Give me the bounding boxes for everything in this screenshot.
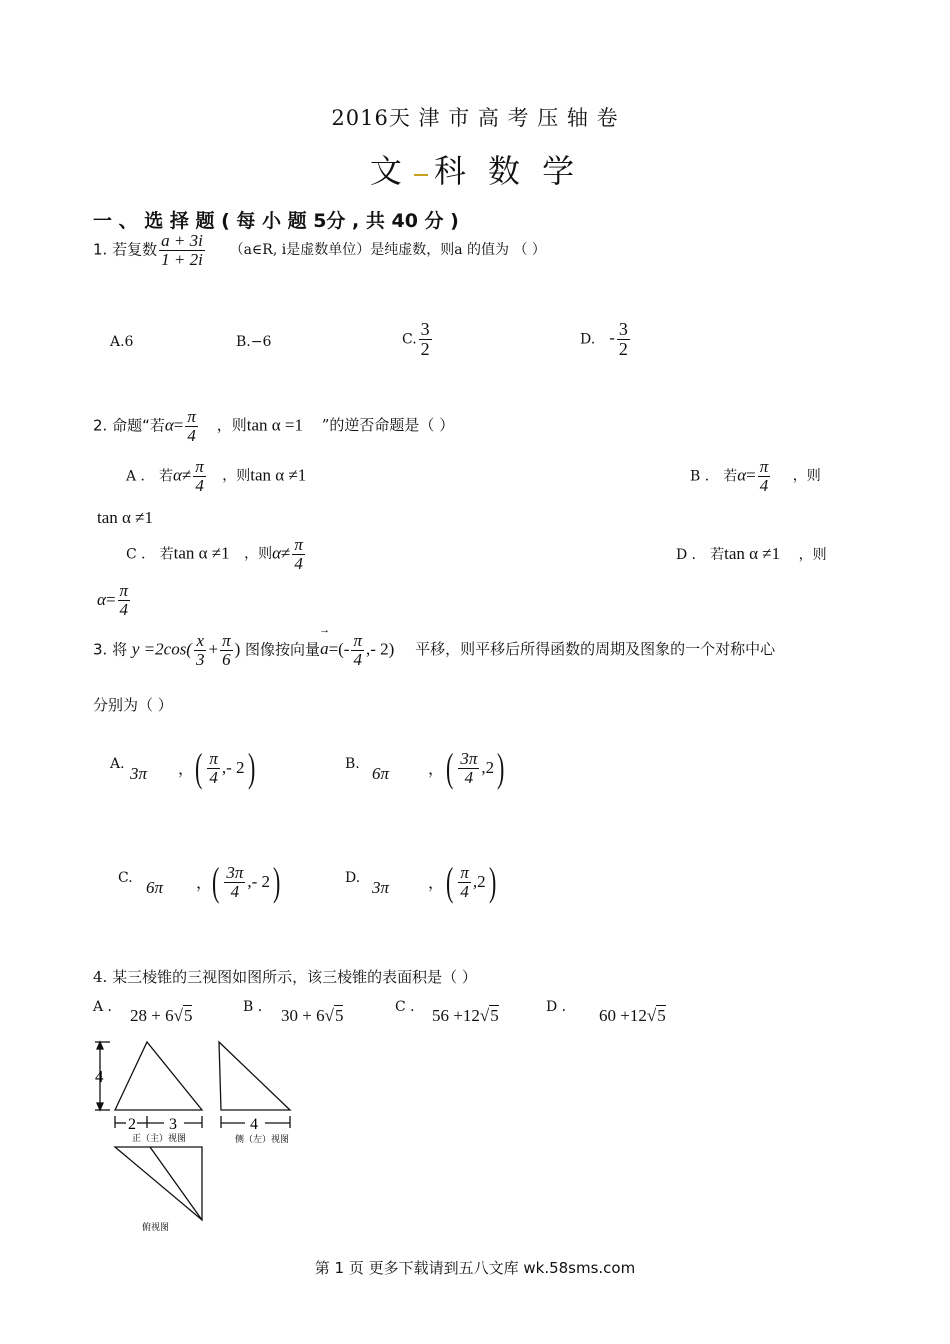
front-view-triangle <box>115 1042 202 1110</box>
question-3 <box>93 632 775 669</box>
q3-c-den: 4 <box>230 881 240 901</box>
q3-prefix: 3. 将 <box>93 640 128 659</box>
q3-c-label: C. <box>118 870 133 886</box>
q2-d-label: D ． 若 <box>676 547 725 563</box>
q4-option-d: 60 +12√5 <box>599 1006 666 1025</box>
three-view-figure <box>90 1036 310 1236</box>
q2-c-then: ，则 <box>244 546 273 563</box>
q3-c-period: 6π <box>146 878 164 897</box>
q1-d-sign: - <box>609 328 615 348</box>
q3-d-comma: ， <box>428 873 445 892</box>
front-left-label: 2 <box>128 1116 136 1133</box>
q2-b-rel: = <box>746 465 756 485</box>
q1-c-label: C. <box>402 331 417 348</box>
q2-a-label: A ． 若 <box>126 468 174 485</box>
subject-title-b: 科 数 学 <box>433 152 581 190</box>
q3-c-point: ( $\frac{3\pi}{4}$ ,- 2 ) <box>211 859 281 904</box>
side-width-label: 4 <box>250 1116 258 1133</box>
q2-a-four: 4 <box>195 475 204 495</box>
q1-frac-num: a + 3i <box>161 231 203 250</box>
q4-option-c: 56 +12√5 <box>432 1006 499 1025</box>
q2-tan-eq: tan α =1 <box>246 415 303 435</box>
q1-prefix: 1. 若复数 <box>93 240 158 259</box>
q3-b-tail: ,2 <box>481 758 495 777</box>
q1-d-den: 2 <box>618 338 628 359</box>
q2-d-pi: π <box>119 581 129 600</box>
q2-option-d <box>676 544 827 564</box>
q4-b-label: B ． <box>243 999 272 1015</box>
q2-d-four: 4 <box>119 599 129 619</box>
q2-option-b <box>690 458 821 495</box>
q4-c-val: 56 +12 <box>432 1006 480 1025</box>
q2-b-pi: π <box>759 457 769 476</box>
q4-option-a: 28 + 6√5 <box>130 1006 193 1025</box>
q2-c-tan: tan α ≠1 <box>173 543 230 563</box>
q2-c-pi: π <box>294 535 303 554</box>
q3-a-tail: ,- 2 <box>221 758 245 777</box>
dot-mark <box>414 171 428 176</box>
q3-pi: π <box>222 631 231 650</box>
q3-six: 6 <box>222 649 231 669</box>
q1-option-a: A.6 <box>110 334 134 350</box>
q2-d-alpha: α <box>97 589 106 609</box>
front-right-label: 3 <box>169 1116 177 1133</box>
q2-alpha: α <box>164 415 174 435</box>
q3-y-expr: y =2cos( <box>131 639 192 659</box>
q3-b-den: 4 <box>464 767 474 787</box>
q2-prefix: 2. 命题“若 <box>93 416 165 435</box>
q4-c-label: C ． <box>395 999 425 1015</box>
side-view-triangle <box>219 1042 290 1110</box>
q3-vec-pi: π <box>353 631 363 650</box>
page-footer: 第 1 页 更多下载请到五八文库 wk.58sms.com <box>314 1259 636 1277</box>
front-view-caption: 正（主）视图 <box>132 1134 187 1144</box>
q2-b-label: B ． 若 <box>690 468 738 485</box>
exam-title: 2016天 津 市 高 考 压 轴 卷 <box>331 106 619 130</box>
q2-c-rel: ≠ <box>281 543 291 563</box>
q3-suffix: 平移，则平移后所得函数的周期及图象的一个对称中心 <box>415 640 776 659</box>
q1-c-den: 2 <box>420 338 430 359</box>
q4-c-root: 5 <box>490 1006 499 1025</box>
q1-d-label: D. <box>580 331 596 348</box>
q2-b-alpha: α <box>737 465 747 485</box>
q3-close: ) <box>234 639 241 659</box>
subject-title-a: 文 <box>369 152 408 190</box>
q2-four: 4 <box>187 425 196 445</box>
q1-c-num: 3 <box>420 319 430 339</box>
q3-d-num: π <box>460 862 469 882</box>
q3-vec-eq: =(- <box>328 639 350 659</box>
q3-b-label: B. <box>345 756 360 772</box>
q3-d-period: 3π <box>372 878 390 897</box>
q1-option-d <box>580 320 632 359</box>
q3-plus: + <box>208 639 219 659</box>
q2-a-tan: tan α ≠1 <box>250 465 307 485</box>
q3-b-point: ( $\frac{3\pi}{4}$ ,2 ) <box>445 745 505 790</box>
q3-vec-end: ,- 2) <box>366 639 395 659</box>
q1-d-num: 3 <box>618 319 628 339</box>
q3-a-comma: ， <box>178 759 195 778</box>
question-4: 4. 某三棱锥的三视图如图所示，该三棱锥的表面积是（ ） <box>93 968 477 986</box>
q1-fraction <box>159 232 205 269</box>
q4-a-val: 28 + 6 <box>130 1006 174 1025</box>
q1-frac-den: 1 + 2i <box>161 249 203 269</box>
q1-option-c <box>402 320 434 359</box>
side-view-caption: 侧（左）视图 <box>235 1135 290 1145</box>
q3-vec-four: 4 <box>353 649 362 669</box>
q2-a-rel: ≠ <box>181 465 192 485</box>
q3-c-num: 3π <box>226 862 244 882</box>
q3-d-tail: ,2 <box>472 872 486 891</box>
q4-d-root: 5 <box>657 1006 666 1025</box>
q3-a-den: 4 <box>209 767 218 787</box>
q4-d-label: D ． <box>546 999 576 1015</box>
q2-suffix: ”的逆否命题是（ ） <box>321 416 455 435</box>
q2-d-tan: tan α ≠1 <box>724 544 781 563</box>
q2-a-then: ，则 <box>222 468 251 485</box>
q1-suffix: （a∈R, i是虚数单位）是纯虚数，则a 的值为 （ ） <box>229 242 546 259</box>
q3-line2: 分别为（ ） <box>93 696 173 714</box>
q2-option-a <box>126 458 306 495</box>
q3-a-num: π <box>209 748 218 768</box>
q3-a-period: 3π <box>130 764 148 783</box>
q3-three: 3 <box>195 649 205 669</box>
q3-b-period: 6π <box>372 764 390 783</box>
q3-b-num: 3π <box>460 748 478 768</box>
q2-b-four: 4 <box>759 475 769 495</box>
q2-c-four: 4 <box>294 553 303 573</box>
q2-b-then: ，则 <box>792 468 821 485</box>
q2-pi: π <box>187 407 196 426</box>
q3-c-comma: ， <box>196 873 213 892</box>
q2-d-continued <box>97 582 132 619</box>
q4-a-root: 5 <box>183 1006 193 1025</box>
q3-d-point: ( $\frac{\pi}{4}$ ,2 ) <box>445 859 496 904</box>
q2-option-c <box>126 536 307 573</box>
q2-d-then: ，则 <box>798 547 827 563</box>
q4-d-val: 60 +12 <box>599 1006 647 1025</box>
q3-a-label: A. <box>110 756 125 772</box>
q2-d-rel: = <box>105 589 116 609</box>
q3-b-comma: ， <box>428 759 445 778</box>
q3-d-den: 4 <box>460 881 469 901</box>
q3-a-point: ( $\frac{\pi}{4}$ ,- 2 ) <box>194 745 255 790</box>
q1-option-b: B.−6 <box>236 334 272 350</box>
q4-b-val: 30 + 6 <box>281 1006 325 1025</box>
question-1 <box>93 232 546 269</box>
q4-option-b: 30 + 6√5 <box>281 1006 344 1025</box>
q2-c-alpha: α <box>272 543 282 563</box>
q3-c-tail: ,- 2 <box>247 872 271 891</box>
q2-a-alpha: α <box>173 465 182 485</box>
q3-d-label: D. <box>345 870 361 886</box>
q3-mid: 图像按向量 <box>245 640 321 659</box>
q2-mid: ，则 <box>216 416 247 435</box>
q4-b-root: 5 <box>334 1006 344 1025</box>
question-2 <box>93 408 454 445</box>
subject-title <box>0 146 950 192</box>
q2-a-pi: π <box>195 457 204 476</box>
front-height-label: 4 <box>95 1067 104 1086</box>
top-view-caption: 俯视图 <box>142 1223 170 1233</box>
section-heading: 一 、 选 择 题 ( 每 小 题 5分 , 共 40 分 ) <box>93 210 459 232</box>
q2-eq: = <box>173 415 184 435</box>
q2-c-label: C ． 若 <box>126 546 174 563</box>
q2-b-continued: tan α ≠1 <box>97 508 154 527</box>
q4-a-label: A ． <box>93 999 122 1015</box>
q3-vec: → a <box>320 639 329 659</box>
q3-x: x <box>196 631 204 650</box>
